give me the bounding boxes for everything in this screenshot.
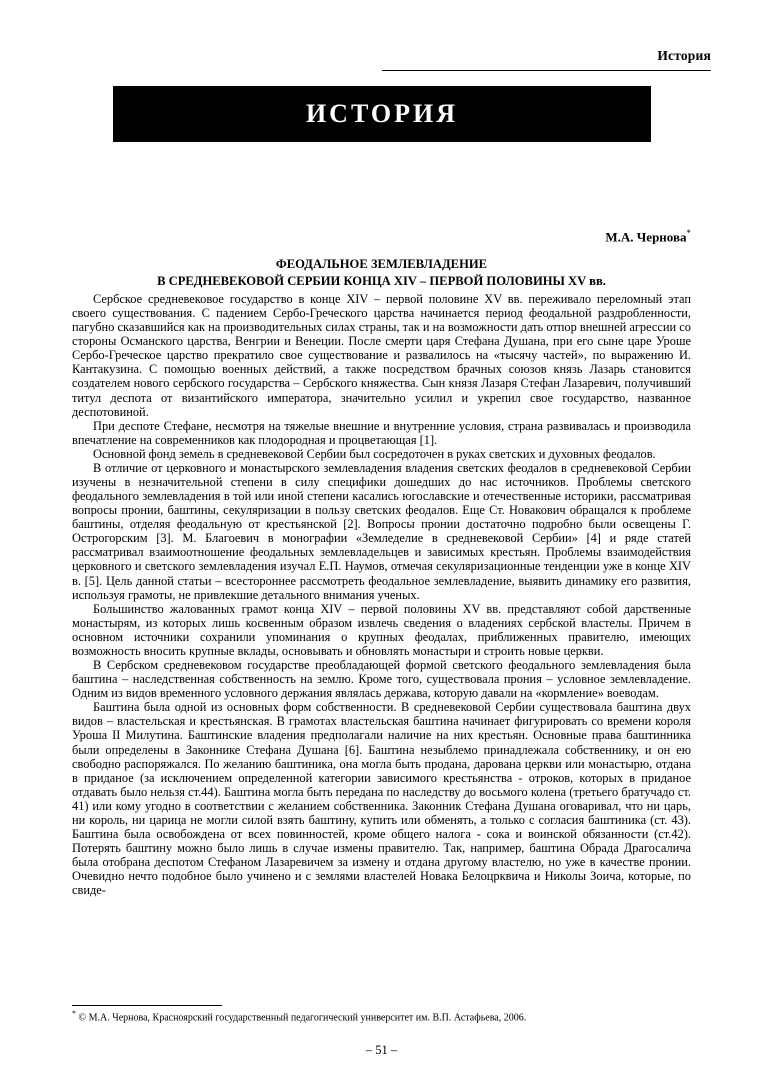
page-number: – 51 – bbox=[365, 1043, 398, 1057]
paragraph: Баштина была одной из основных форм собственности. В средневековой Сербии существовала баштина двух видов – властельская и крестьянская. В грамотах властельская баштина начинает фигурировать со времени короля Уроша II Милутина. Баштинские владения предполагали наличие на них крестьян. Основные права баштинника были определены в Законнике Стефана Душана [6]. Баштина незыблемо принадлежала собственнику, и он ею свободно распоряжался. По желанию баштиника, она могла быть продана, дарована церкви или монастырю, отдана в приданое (за исключением определенной категории зависимого крестьянства - отроков, которых в приданое отдавать было нельзя ст.44). Баштина могла быть передана по наследству до восьмого колена (третьего братучадо ст. 41) или кому угодно в соответствии с желанием собственника. Законник Стефана Душана оговаривал, что ни царь, ни король, ни царица не могли силой взять баштину, купить или обменять, а только с согласия баштиника (ст. 43). Баштина была освобождена от всех повинностей, кроме общего налога - сока и воинской обязанности (ст.42). Потерять баштину можно было лишь в случае измены правителю. Так, например, баштина Обрада Драгосалича была отобрана деспотом Стефаном Лазаревичем за измену и отдана другому властелю, но уже в качестве пронии. Очевидно нечто подобное было учинено и с землями властелей Новака Белоцрквича и Николы Зоича, которые, по свиде- bbox=[72, 700, 691, 898]
paragraph: При деспоте Стефане, несмотря на тяжелые внешние и внутренние условия, страна развивалась и производила впечатление на современников как плодородная и процветающая [1]. bbox=[72, 418, 691, 447]
running-head bbox=[72, 48, 711, 74]
section-banner-title: ИСТОРИЯ bbox=[305, 99, 459, 128]
article-title-line-2: В СРЕДНЕВЕКОВОЙ СЕРБИИ КОНЦА XIV – ПЕРВОЙ ПОЛОВИНЫ XV вв. bbox=[157, 274, 606, 288]
footnote-marker: * bbox=[72, 1008, 76, 1018]
author-name: М.А. Чернова bbox=[605, 229, 687, 245]
author-line bbox=[72, 228, 691, 245]
paragraph: В отличие от церковного и монастырского землевладения владения светских феодалов в средневековой Сербии изучены в незначительной степени в силу специфики дошедших до нас источников. Проблемы светского феодального землевладения в той или иной степени касались югославские и отечественные историки, рассматривая вопросы пронии, баштины, секуляризации в пользу светских феодалов. Еще Ст. Новакович обращался к проблеме баштины, отделяя феодальную от крестьянской [2]. Вопросы пронии достаточно подробно были освещены Г. Острогорским [3]. М. Благоевич в монографии «Земледелие в средневековой Сербии» [4] и ряде статей рассматривал взаимоотношение феодальных землевладельцев и зависимых крестьян. Проблемы взаимодействия церковного и светского землевладения изучал Е.П. Наумов, отмечая секуляризационные тенденции уже в конце XIV в. [5]. Цель данной статьи – всестороннее рассмотреть феодальное землевладение, выявить динамику его развития, используя грамоты, не привлекшие детального внимания ученых. bbox=[72, 460, 691, 602]
paragraph: Сербское средневековое государство в конце XIV – первой половине XV вв. переживало переломный этап своего существования. С падением Сербо-Греческого царства начинается период феодальной раздробленности, пагубно сказавшийся как на производительных силах страны, так и на возможности дать отпор внешней агрессии со стороны Османского царства, Венгрии и Венеции. После смерти царя Стефана Душана, при его сыне царе Уроше Сербо-Греческое царство прекратило свое существование и развалилось на «тысячу частей», по выражению И. Кантакузина. С помощью военных действий, а также посредством брачных союзов князь Лазарь становится создателем нового сербского государства – Сербского княжества. Сын князя Лазаря Стефан Лазаревич, получивший титул деспота от византийского императора, значительно усилил и укрепил свое государство, названное деспотовиной. bbox=[72, 292, 691, 419]
footnote-body bbox=[72, 1009, 552, 1024]
section-banner bbox=[113, 86, 651, 142]
footnote-rule bbox=[72, 1005, 222, 1006]
author-footnote-marker: * bbox=[686, 228, 691, 238]
article-body bbox=[72, 292, 691, 897]
paragraph: Основной фонд земель в средневековой Сербии был сосредоточен в руках светских и духовных феодалов. bbox=[93, 446, 656, 461]
paragraph: В Сербском средневековом государстве преобладающей формой светского феодального землевладения была баштина – наследственная собственность на землю. Кроме того, существовала прония – условное землевладение. Одним из видов временного условного держания являлась держава, которую давали на «кормление» воеводам. bbox=[72, 658, 691, 701]
running-head-rule bbox=[382, 70, 711, 71]
footnote bbox=[72, 1005, 552, 1024]
paragraph: Большинство жалованных грамот конца XIV – первой половины XV вв. представляют собой дарственные монастырям, из которых лишь косвенным образом извлечь сведения о владениях сербской властелы. Причем в основном источники сохранили упоминания о крупных феодалах, приближенных правителю, имеющих возможность вносить крупные вклады, основывать и обновлять монастыри и строить новые церкви. bbox=[72, 601, 691, 658]
running-head-text: История bbox=[657, 48, 711, 63]
article-title bbox=[72, 256, 691, 290]
article-title-line-1: ФЕОДАЛЬНОЕ ЗЕМЛЕВЛАДЕНИЕ bbox=[275, 257, 488, 271]
footnote-text: © М.А. Чернова, Красноярский государственный педагогический университет им. В.П. Астафьева, 2006. bbox=[78, 1012, 527, 1023]
